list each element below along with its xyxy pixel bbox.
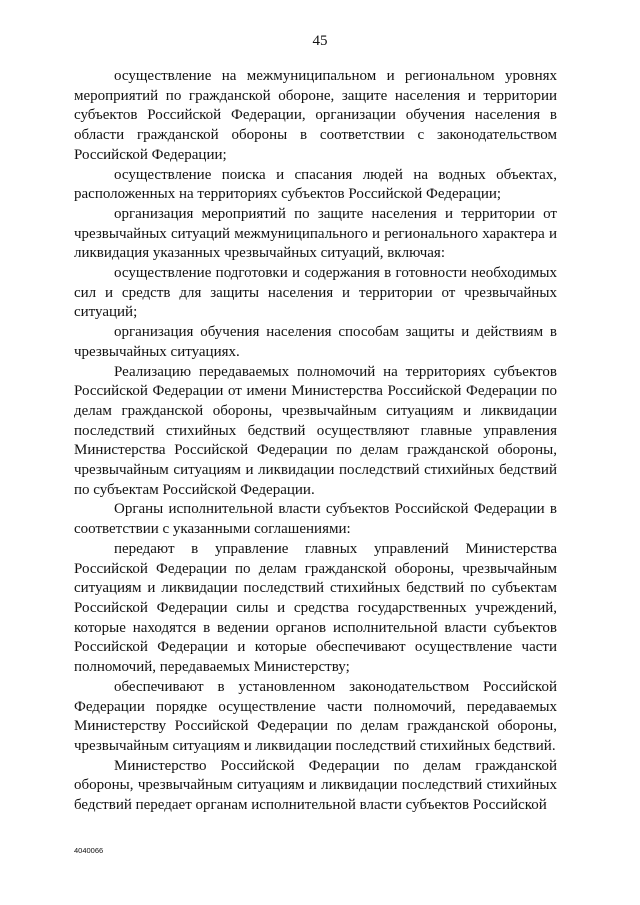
paragraph: Реализацию передаваемых полномочий на территориях субъектов Российской Федерации от имени Министерства Российской Федерации по делам гражданской обороны, чрезвычайным ситуациям и ликвидации последствий стихийных бедствий осуществляют главные управления Министерства Российской Федерации по делам гражданской обороны, чрезвычайным ситуациям и ликвидации последствий стихийных бедствий по субъектам Российской Федерации. xyxy=(74,363,557,498)
paragraph: организация мероприятий по защите населения и территории от чрезвычайных ситуаций межмуниципального и регионального характера и ликвидация указанных чрезвычайных ситуаций, включая: xyxy=(74,205,557,262)
paragraph: осуществление на межмуниципальном и региональном уровнях мероприятий по гражданской обороне, защите населения и территории субъектов Российской Федерации, организации обучения населения в области гражданской обороны в соответствии с законодательством Российской Федерации; xyxy=(74,68,557,163)
paragraph: обеспечивают в установленном законодательством Российской Федерации порядке осуществление части полномочий, передаваемых Министерству Российской Федерации по делам гражданской обороны, чрезвычайным ситуациям и ликвидации последствий стихийных бедствий. xyxy=(74,678,557,754)
paragraph: Министерство Российской Федерации по делам гражданской обороны, чрезвычайным ситуациям и ликвидации последствий стихийных бедствий передает органам исполнительной власти субъектов Российской xyxy=(74,757,557,814)
document-code: 4040066 xyxy=(74,846,104,855)
paragraph: Органы исполнительной власти субъектов Российской Федерации в соответствии с указанными соглашениями: xyxy=(74,501,557,538)
paragraph: осуществление поиска и спасания людей на водных объектах, расположенных на территориях субъектов Российской Федерации; xyxy=(74,166,557,203)
document-body xyxy=(74,67,557,816)
paragraph: передают в управление главных управлений Министерства Российской Федерации по делам гражданской обороны, чрезвычайным ситуациям и ликвидации последствий стихийных бедствий по субъектам Российской Федерации силы и средства государственных учреждений, которые находятся в ведении органов исполнительной власти субъектов Российской Федерации и которые обеспечивают осуществление части полномочий, передаваемых Министерству; xyxy=(74,540,557,676)
paragraph: организация обучения населения способам защиты и действиям в чрезвычайных ситуациях. xyxy=(74,324,557,360)
paragraph: осуществление подготовки и содержания в готовности необходимых сил и средств для защиты населения и территории от чрезвычайных ситуаций; xyxy=(74,265,557,321)
page-number: 45 xyxy=(312,33,328,49)
